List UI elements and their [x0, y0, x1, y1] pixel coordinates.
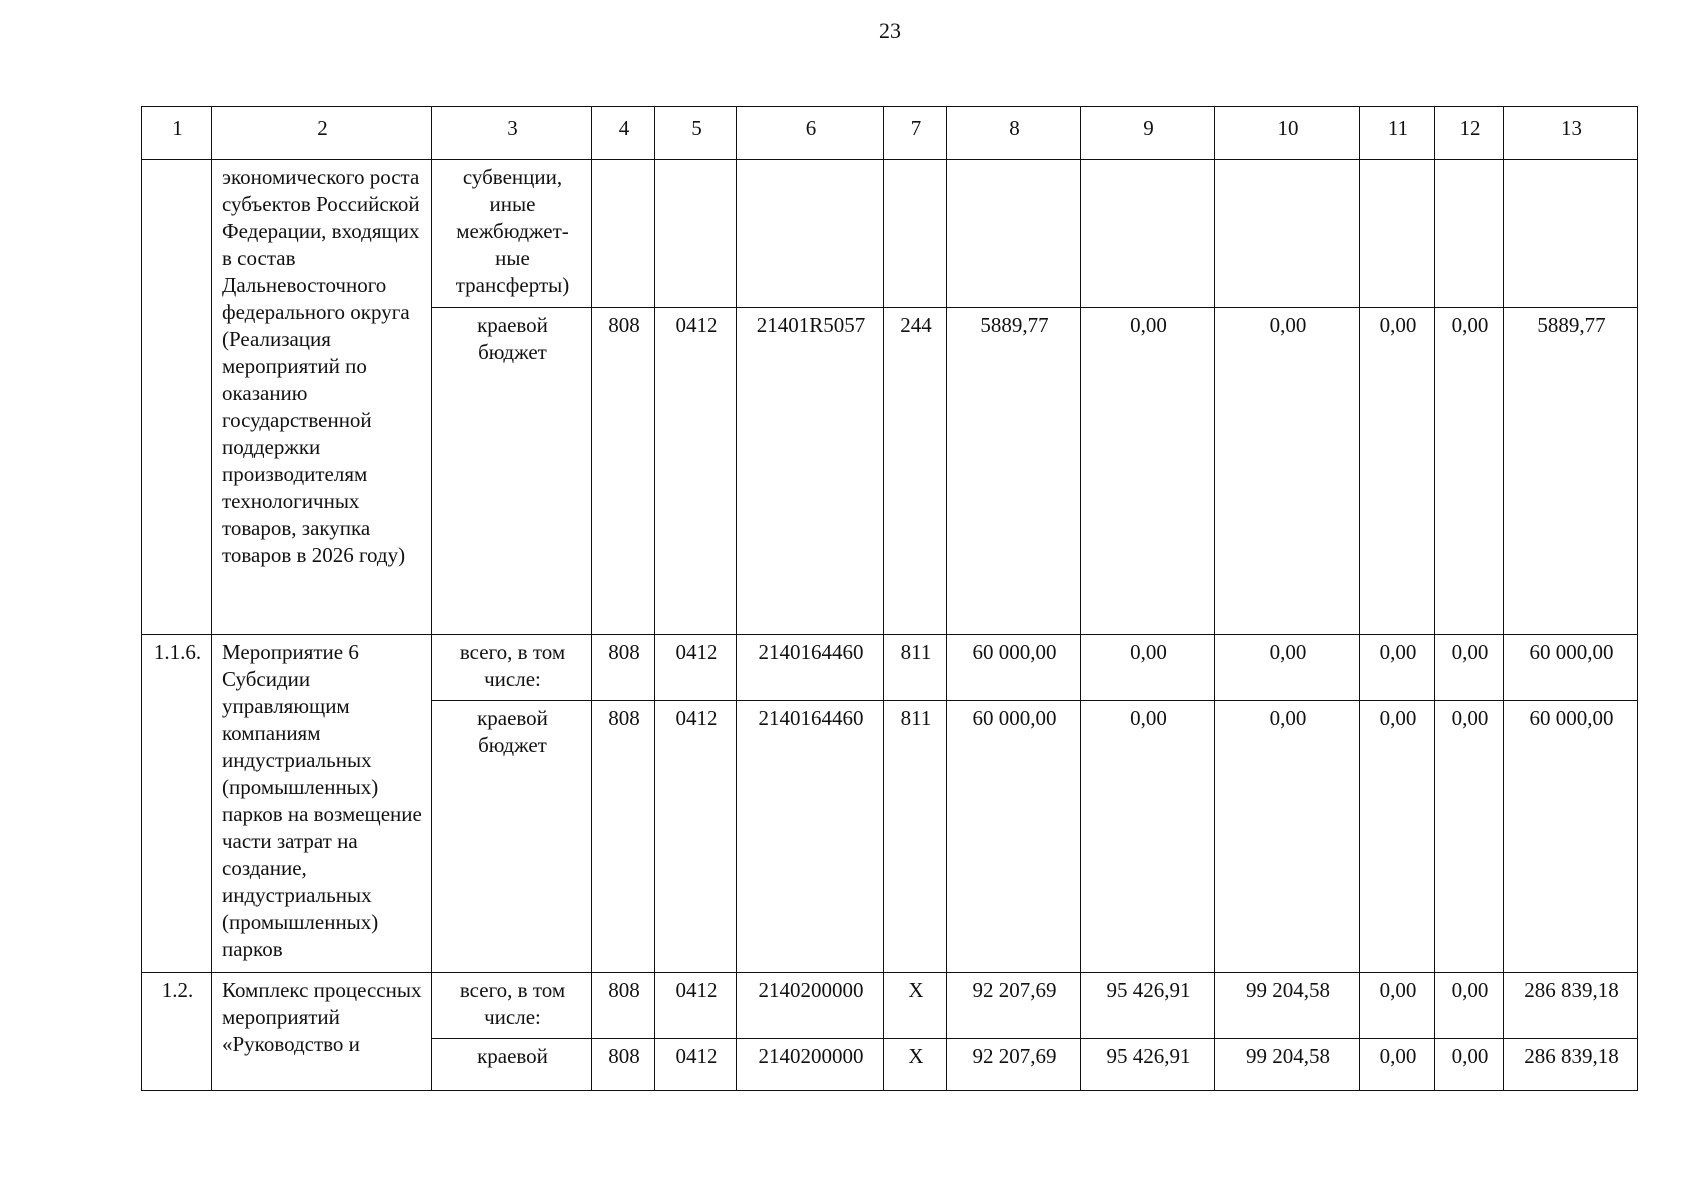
cell-c11: 0,00 [1360, 308, 1435, 635]
cell-c8: 60 000,00 [947, 635, 1081, 701]
column-header: 11 [1360, 107, 1435, 160]
cell-c6: 21401R5057 [737, 308, 884, 635]
cell-c7: 811 [884, 701, 947, 973]
cell-c11: 0,00 [1360, 973, 1435, 1039]
cell-c6: 2140164460 [737, 635, 884, 701]
cell-c7: 244 [884, 308, 947, 635]
cell-c13: 5889,77 [1504, 308, 1638, 635]
cell-c5: 0412 [655, 308, 737, 635]
cell-c9: 0,00 [1081, 308, 1215, 635]
budget-table [141, 106, 1638, 1091]
cell-c6 [737, 160, 884, 308]
cell-c4: 808 [592, 973, 655, 1039]
cell-c8: 60 000,00 [947, 701, 1081, 973]
cell-c8: 5889,77 [947, 308, 1081, 635]
cell-c5: 0412 [655, 635, 737, 701]
funding-source: краевой бюджет [432, 701, 592, 973]
cell-c4: 808 [592, 701, 655, 973]
cell-c13: 60 000,00 [1504, 701, 1638, 973]
column-header: 9 [1081, 107, 1215, 160]
funding-source: субвенции, иные межбюджет-ные трансферты) [432, 160, 592, 308]
funding-source: краевой бюджет [432, 308, 592, 635]
cell-c9: 95 426,91 [1081, 1039, 1215, 1091]
cell-c8 [947, 160, 1081, 308]
cell-c7 [884, 160, 947, 308]
activity-name: Мероприятие 6 Субсидии управляющим компаниям индустриальных (промышленных) парков на возмещение части затрат на создание, индустриальных (промышленных) парков [212, 635, 432, 973]
column-header: 2 [212, 107, 432, 160]
cell-c8: 92 207,69 [947, 973, 1081, 1039]
cell-c12: 0,00 [1435, 1039, 1504, 1091]
table-row [142, 160, 1638, 308]
cell-c9: 0,00 [1081, 635, 1215, 701]
column-header: 8 [947, 107, 1081, 160]
column-header: 6 [737, 107, 884, 160]
cell-c13 [1504, 160, 1638, 308]
cell-c9: 0,00 [1081, 701, 1215, 973]
cell-c5: 0412 [655, 973, 737, 1039]
cell-c4 [592, 160, 655, 308]
cell-c11: 0,00 [1360, 1039, 1435, 1091]
funding-source: всего, в том числе: [432, 635, 592, 701]
funding-source: всего, в том числе: [432, 973, 592, 1039]
table-header-row [142, 107, 1638, 160]
cell-c12: 0,00 [1435, 973, 1504, 1039]
cell-c10: 0,00 [1215, 635, 1360, 701]
column-header: 1 [142, 107, 212, 160]
cell-c6: 2140200000 [737, 973, 884, 1039]
cell-c7: Х [884, 973, 947, 1039]
cell-c4: 808 [592, 1039, 655, 1091]
cell-c9 [1081, 160, 1215, 308]
cell-c13: 286 839,18 [1504, 973, 1638, 1039]
cell-c4: 808 [592, 635, 655, 701]
activity-name: экономического роста субъектов Российской Федерации, входящих в состав Дальневосточного федерального округа (Реализация мероприятий по оказанию государственной поддержки производителям технологичных товаров, закупка товаров в 2026 году) [212, 160, 432, 635]
cell-c11: 0,00 [1360, 701, 1435, 973]
cell-c4: 808 [592, 308, 655, 635]
cell-c12: 0,00 [1435, 635, 1504, 701]
cell-c8: 92 207,69 [947, 1039, 1081, 1091]
cell-c6: 2140164460 [737, 701, 884, 973]
row-number [142, 160, 212, 635]
row-number: 1.2. [142, 973, 212, 1091]
cell-c5: 0412 [655, 701, 737, 973]
column-header: 7 [884, 107, 947, 160]
cell-c7: 811 [884, 635, 947, 701]
cell-c6: 2140200000 [737, 1039, 884, 1091]
page-number: 23 [879, 18, 901, 43]
cell-c13: 60 000,00 [1504, 635, 1638, 701]
cell-c13: 286 839,18 [1504, 1039, 1638, 1091]
funding-source: краевой [432, 1039, 592, 1091]
cell-c12: 0,00 [1435, 701, 1504, 973]
column-header: 10 [1215, 107, 1360, 160]
column-header: 4 [592, 107, 655, 160]
cell-c7: Х [884, 1039, 947, 1091]
activity-name: Комплекс процессных мероприятий «Руководство и [212, 973, 432, 1091]
cell-c10: 99 204,58 [1215, 973, 1360, 1039]
column-header: 3 [432, 107, 592, 160]
cell-c12 [1435, 160, 1504, 308]
table-row [142, 635, 1638, 701]
column-header: 13 [1504, 107, 1638, 160]
column-header: 12 [1435, 107, 1504, 160]
cell-c10: 0,00 [1215, 701, 1360, 973]
cell-c11 [1360, 160, 1435, 308]
cell-c9: 95 426,91 [1081, 973, 1215, 1039]
cell-c12: 0,00 [1435, 308, 1504, 635]
table-row [142, 973, 1638, 1039]
cell-c10 [1215, 160, 1360, 308]
column-header: 5 [655, 107, 737, 160]
cell-c11: 0,00 [1360, 635, 1435, 701]
cell-c5 [655, 160, 737, 308]
row-number: 1.1.6. [142, 635, 212, 973]
cell-c10: 0,00 [1215, 308, 1360, 635]
cell-c10: 99 204,58 [1215, 1039, 1360, 1091]
cell-c5: 0412 [655, 1039, 737, 1091]
